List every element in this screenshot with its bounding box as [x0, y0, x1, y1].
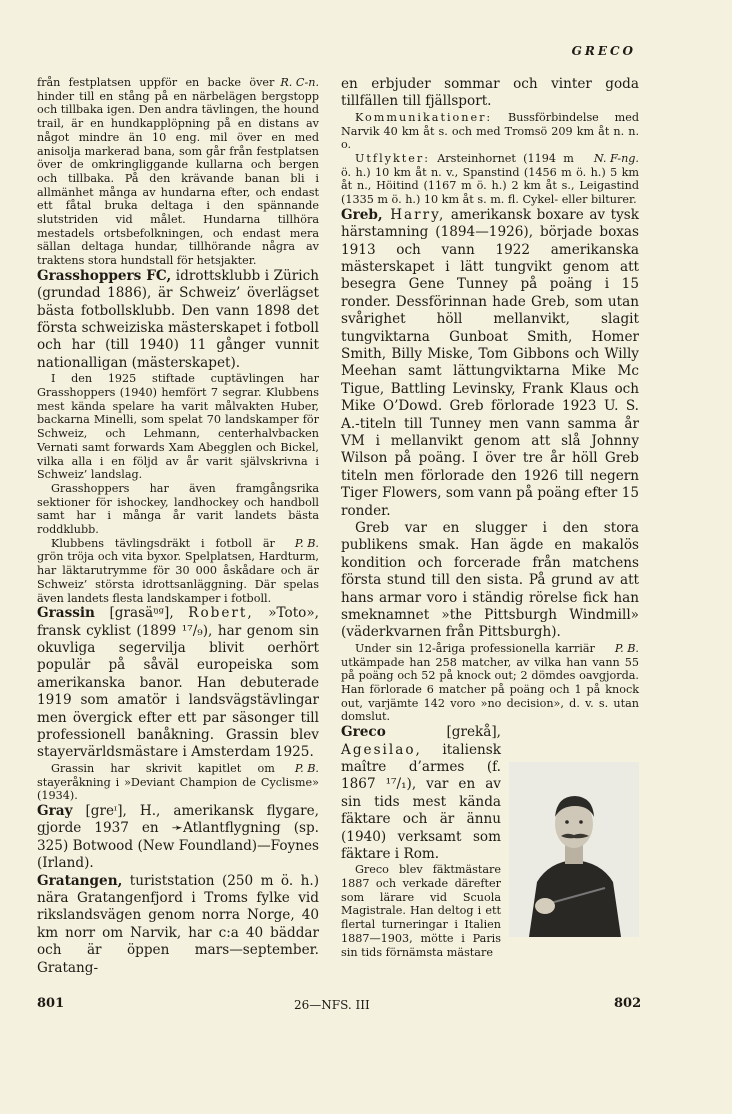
- signature: N. F-ng.: [593, 151, 639, 165]
- entry-gratangen_utfl: [341, 152, 639, 207]
- entry-gratangen: [37, 873, 319, 977]
- entry-text: från festplatsen uppför en backe över hinder till en stång på en närbelägen bergstopp och tillbaka igen. Den andra tävlingen, the hound trail, är en hundkapplöpning på en distans av något mindre än 10 eng. mil över en med anisolja markerad bana, som går från festplatsen över de omkringliggande kullarna och bergen och tillbaka. På den krävande banan bli i allmänhet många av hundarna efter, och endast ett fåtal bruka deltaga i den spännande slutstriden vid målet. Hundarna tillhöra mestadels ortsbefolkningen, och endast mera sällan deltaga hundar, tillhörande några av traktens stora hundstall för hetsjakter.: [37, 76, 319, 268]
- headword: Gray: [37, 803, 73, 819]
- headword: Greco: [341, 724, 386, 741]
- running-head: GRECO: [571, 44, 636, 58]
- entry-text: Klubbens tävlingsdräkt i fotboll är grön tröja och vita byxor. Spelplatsen, Hardturm, har läktarutrymme för 30 000 åskådare och är Schweiz’ största idrottsanläggning. Där spelas även landets flesta landskamper i fotboll.: [37, 536, 319, 605]
- entry-greb_p3: [341, 642, 639, 724]
- page-number-right: 802: [614, 996, 642, 1011]
- entry-greb_p2: [341, 520, 639, 642]
- spaced-name: Agesilao,: [341, 741, 422, 758]
- pronunciation: [grekå],: [385, 724, 501, 741]
- entry-greco: [341, 724, 639, 863]
- entry-grassin_p1: [37, 762, 319, 803]
- entry-grasshoppers: [37, 268, 319, 372]
- entry-text: en erbjuder sommar och vinter goda tillfällen till fjällsport.: [341, 76, 639, 110]
- entry-gratangen_komm: [341, 111, 639, 152]
- entry-text: Greb var en slugger i den stora publikens smak. Han ägde en makalös kondition och forcerade från matchens första stund till den sista. På grund av att hans armar voro i ständig rörelse fick han smeknamnet »the Pittsburgh Windmill» (väderkvarnen från Pittsburgh).: [341, 520, 639, 641]
- signature: P. B.: [294, 761, 319, 775]
- entry-grassin: [37, 605, 319, 762]
- spaced-name: Harry,: [382, 206, 446, 223]
- signature: P. B.: [614, 641, 639, 655]
- entry-grass_p3: [37, 537, 319, 606]
- greco-portrait-photo: [509, 762, 639, 937]
- right-column: [341, 76, 639, 959]
- headword: Gratangen,: [37, 872, 123, 889]
- entry-greb: [341, 207, 639, 520]
- pronunciation: [grasäᵑᵍ],: [94, 605, 189, 622]
- entry-text: Bussförbindelse med Narvik 40 km åt s. och med Tromsö 209 km åt n. n. o.: [341, 110, 639, 152]
- entry-text: Greco blev fäktmästare 1887 och verkade därefter som lärare vid Scuola Magistrale. Han deltog i ett flertal turneringar i Italien 1887—1903, mötte i Paris sin tids förnämsta mästare: [341, 863, 501, 959]
- headword: Grasshoppers FC,: [37, 267, 172, 284]
- signature-mark: 26—NFS. III: [294, 998, 370, 1012]
- entry-text: Under sin 12-åriga professionella karriär utkämpade han 258 matcher, av vilka han vann 55 på poäng och 52 på knock out; 2 dömdes oavgjorda. Han förlorade 6 matcher på poäng och 1 på knock out, varjämte 142 voro »no decision», d. v. s. utan domslut.: [341, 641, 639, 724]
- signature: P. B.: [294, 536, 319, 550]
- entry-text: Grassin har skrivit kapitlet om stayeråkning i »Deviant Champion de Cyclisme» (1934).: [37, 761, 319, 803]
- page-number-left: 801: [37, 996, 65, 1011]
- entry-grass_p1: [37, 372, 319, 482]
- spaced-name: Robert,: [188, 605, 254, 622]
- entry-text: italiensk maître d’armes (f. 1867 ¹⁷/₁), var en av sin tids mest kända fäktare och är ännu (1940) verksamt som fäktare i Rom.: [341, 741, 501, 862]
- spaced-name: Utflykter:: [355, 151, 430, 165]
- headword: Grassin: [37, 605, 95, 622]
- entry-text: turiststation (250 m ö. h.) nära Gratangenfjord i Troms fylke vid rikslandsvägen genom norra Norge, 40 km norr om Narvik, har c:a 40 bäddar och är öppen mars—september. Gratang-: [37, 872, 319, 976]
- signature: R. C-n.: [280, 76, 319, 89]
- entry-text: Arsteinhornet (1194 m ö. h.) 10 km åt n. v., Spanstind (1456 m ö. h.) 5 km åt n., Höitind (1167 m ö. h.) 2 km åt s., Leigastind (1335 m ö. h.) 10 km åt s. m. fl. Cykel- eller bilturer.: [341, 151, 639, 207]
- entry-text: [greᶦ], H., amerikansk flygare, gjorde 1937 en ➛Atlantflygning (sp. 325) Botwood (New Foundland)—Foynes (Irland).: [37, 803, 319, 872]
- headword: Greb,: [341, 206, 383, 223]
- spaced-name: Kommunikationer:: [355, 110, 493, 124]
- left-column: [37, 76, 319, 977]
- entry-text: Grasshoppers har även framgångsrika sektioner för ishockey, landhockey och handboll samt har i många år varit landets bästa roddklubb.: [37, 481, 319, 537]
- entry-text: amerikansk boxare av tysk härstamning (1894—1926), började boxas 1913 och vann 1922 amerikanska mästerskapet i lätt tungvikt genom att besegra Gene Tunney på poäng i 15 ronder. Dessförinnan hade Greb, som utan svårighet höll mellanvikt, slagit tungviktarna Gunboat Smith, Homer Smith, Billy Miske, Tom Gibbons och Willy Meehan samt lättungviktarna Mike Mc Tigue, Battling Levinsky, Frank Klaus och Mike O’Dowd. Greb förlorade 1923 U. S. A.-titeln till Tunney men vann samma år VM i mellanvikt genom att slå Johnny Wilson på poäng. I över tre år höll Greb titeln men förlorade den 1926 till negern Tiger Flowers, som vann på poäng efter 15 ronder.: [341, 206, 639, 519]
- entry-hund_cont: [37, 76, 319, 268]
- entry-gratangen_cont: [341, 76, 639, 111]
- entry-gray: [37, 803, 319, 873]
- entry-text: »Toto», fransk cyklist (1899 ¹⁷/₉), har genom sin okuvliga segervilja blivit oerhört populär på såväl europeiska som amerikanska banor. Han debuterade 1919 som amatör i landsvägstävlingar men övergick efter ett par säsonger till professionell banåkning. Grassin blev stayervärldsmästare i Amsterdam 1925.: [37, 605, 319, 761]
- entry-text: I den 1925 stiftade cuptävlingen har Grasshoppers (1940) hemfört 7 segrar. Klubbens mest kända spelare ha varit målvakten Huber, backarna Minelli, som spelat 70 landskamper för Schweiz, och Lehmann, centerhalvbacken Vernati samt forwards Xam Abegglen och Bickel, vilka alla i en följd av år varit självskrivna i Schweiz’ landslag.: [37, 372, 319, 482]
- entry-grass_p2: [37, 482, 319, 537]
- entry-text: idrottsklubb i Zürich (grundad 1886), är Schweiz’ överlägset bästa fotbollsklubb. Den vann 1898 det första schweiziska mästerskapet i fotboll och har (till 1940) 11 gånger vunnit nationalligan (mästerskapet).: [37, 267, 319, 371]
